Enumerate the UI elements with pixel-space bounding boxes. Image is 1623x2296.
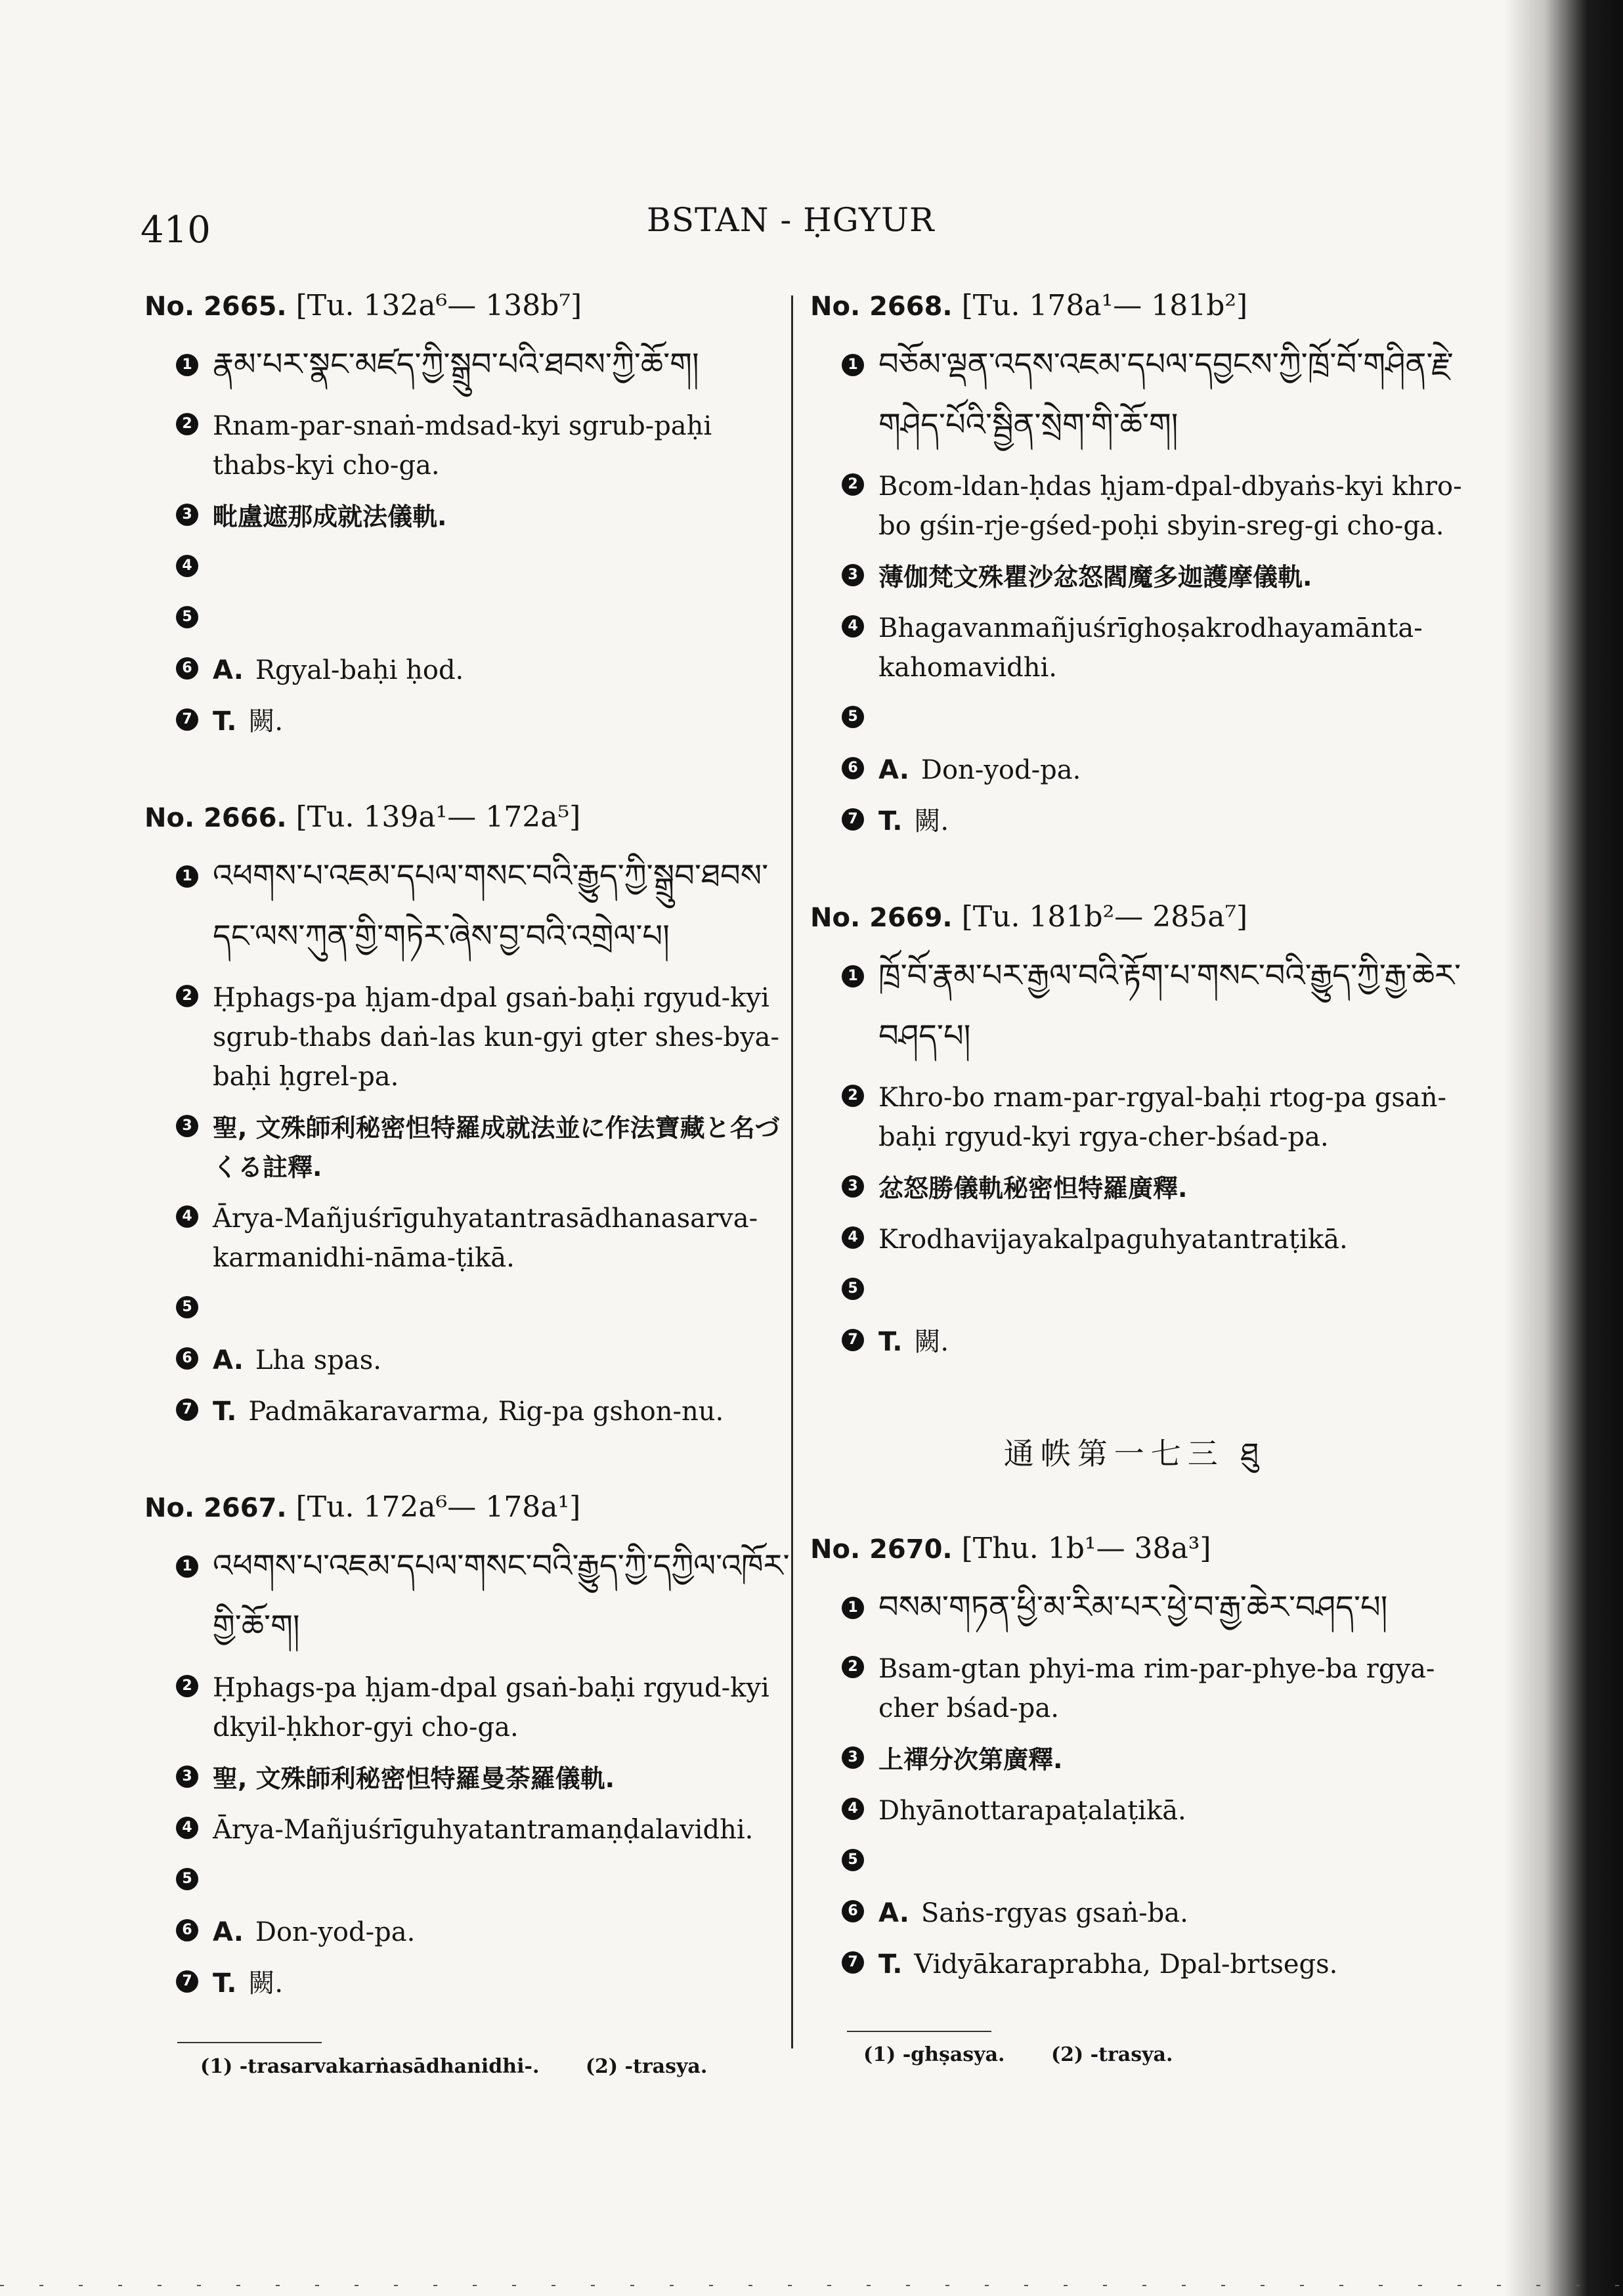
field-tag: T. — [878, 1949, 903, 1980]
footnote: (2) -trasya. — [1050, 2043, 1173, 2066]
folio-range: [Tu. 132a⁶— 138b⁷] — [295, 289, 582, 322]
field-tag: A. — [213, 1345, 244, 1375]
field-number-badge: 5 — [176, 606, 198, 628]
field-number-badge: 7 — [176, 1398, 198, 1421]
entry-field — [141, 702, 797, 741]
field-text: 聖, 文殊師利秘密怛特羅曼荼羅儀軌. — [213, 1764, 615, 1793]
field-tag: T. — [213, 706, 237, 737]
field-tag: T. — [213, 1397, 237, 1427]
field-number-badge: 6 — [842, 1900, 864, 1922]
entry-field — [141, 1861, 797, 1901]
field-text: བསམ་གཏན་ཕྱི་མ་རིམ་པར་ཕྱེ་བ་རྒྱ་ཆེར་བཤད་པ། — [878, 1589, 1388, 1626]
field-number-badge: 2 — [176, 1675, 198, 1697]
entry-field — [141, 1668, 797, 1747]
entry-field — [806, 1322, 1463, 1362]
footnote-rule-left — [177, 2042, 322, 2043]
field-text: 忿怒勝儀軌秘密怛特羅廣釋. — [878, 1174, 1188, 1203]
field-number-badge: 1 — [176, 1555, 198, 1578]
entry-heading — [144, 289, 797, 322]
entry-field — [141, 1199, 797, 1278]
footnote-rule-right — [847, 2031, 991, 2032]
footnote: (1) -trasarvakarṅasādhanidhi-. — [200, 2055, 540, 2078]
entry-field — [806, 1791, 1463, 1830]
field-text: Bsam-gtan phyi-ma rim-par-phye-ba rgya-cher bśad-pa. — [878, 1654, 1435, 1723]
footnote: (2) -trasya. — [585, 2055, 708, 2078]
field-number-badge: 3 — [176, 504, 198, 526]
entry-number: No. 2667. — [144, 1493, 287, 1523]
field-text: 薄伽梵文殊瞿沙忿怒閻魔多迦護摩儀軌. — [878, 563, 1312, 592]
field-number-badge: 4 — [842, 615, 864, 638]
entry-field — [806, 945, 1463, 1066]
field-number-badge: 7 — [176, 708, 198, 731]
entry-field — [806, 1649, 1463, 1728]
field-number-badge: 6 — [176, 657, 198, 680]
entry-field — [141, 334, 797, 395]
field-number-badge: 3 — [842, 564, 864, 586]
entry-field — [141, 406, 797, 485]
field-text: Dhyānottarapaṭalaṭikā. — [878, 1796, 1186, 1826]
field-text: Rnam-par-snaṅ-mdsad-kyi sgrub-paḥi thabs-kyi cho-ga. — [213, 411, 712, 481]
catalog-entry — [806, 289, 1463, 841]
entry-field — [806, 750, 1463, 790]
field-text: Rgyal-baḥi ḥod. — [255, 655, 464, 685]
field-text: 聖, 文殊師利秘密怛特羅成就法並に作法寶藏と名づくる註釋. — [213, 1114, 780, 1182]
field-number-badge: 2 — [176, 413, 198, 435]
entry-heading — [810, 289, 1463, 322]
field-text: Ārya-Mañjuśrīguhyatantrasādhanasarva-karmanidhi-nāma-ṭikā. — [213, 1203, 758, 1273]
entry-field — [141, 497, 797, 536]
field-number-badge: 1 — [842, 354, 864, 376]
field-tag: A. — [213, 1917, 244, 1947]
field-text: Don-yod-pa. — [255, 1917, 416, 1947]
field-text: 闕. — [914, 1327, 949, 1357]
entry-field — [141, 1341, 797, 1380]
catalog-entry — [141, 800, 797, 1431]
field-number-badge: 6 — [176, 1347, 198, 1370]
entry-number: No. 2669. — [810, 903, 953, 933]
field-tag: A. — [878, 755, 909, 785]
entry-heading — [144, 1490, 797, 1524]
entry-heading — [810, 900, 1463, 934]
field-tag: T. — [878, 806, 903, 836]
field-number-badge: 3 — [842, 1746, 864, 1769]
field-text: Krodhavijayakalpaguhyatantraṭikā. — [878, 1224, 1348, 1255]
entry-field — [141, 1913, 797, 1952]
field-number-badge: 5 — [842, 706, 864, 728]
entry-field — [806, 1169, 1463, 1208]
catalog-entry — [806, 1421, 1463, 1984]
field-text: Saṅs-rgyas gsaṅ-ba. — [920, 1898, 1188, 1928]
entry-heading — [810, 1532, 1463, 1565]
field-number-badge: 4 — [176, 1205, 198, 1228]
entry-field — [141, 1964, 797, 2003]
entry-field — [806, 467, 1463, 546]
field-number-badge: 2 — [842, 1085, 864, 1107]
field-number-badge: 5 — [842, 1278, 864, 1300]
entry-field — [141, 846, 797, 966]
folio-range: [Tu. 181b²— 285a⁷] — [961, 900, 1248, 934]
field-number-badge: 1 — [176, 865, 198, 888]
entry-field — [141, 1759, 797, 1798]
entry-field — [141, 651, 797, 690]
field-number-badge: 4 — [176, 1817, 198, 1839]
folio-range: [Tu. 178a¹— 181b²] — [961, 289, 1248, 322]
field-number-badge: 3 — [176, 1765, 198, 1788]
field-number-badge: 7 — [842, 1951, 864, 1974]
field-number-badge: 2 — [176, 985, 198, 1007]
entry-field — [806, 699, 1463, 739]
entry-field — [806, 1894, 1463, 1933]
field-number-badge: 7 — [176, 1970, 198, 1993]
field-number-badge: 7 — [842, 1329, 864, 1351]
entry-field — [806, 609, 1463, 687]
field-text: Ḥphags-pa ḥjam-dpal gsaṅ-baḥi rgyud-kyi sgrub-thabs daṅ-las kun-gyi gter shes-bya-baḥi ḥgrel-pa. — [213, 983, 780, 1092]
entry-field — [141, 599, 797, 639]
field-number-badge: 1 — [842, 965, 864, 987]
folio-range: [Tu. 139a¹— 172a⁵] — [295, 800, 581, 834]
page-number: 410 — [141, 209, 211, 251]
field-number-badge: 5 — [176, 1296, 198, 1318]
entry-field — [141, 1536, 797, 1657]
folio-range: [Thu. 1b¹— 38a³] — [961, 1532, 1211, 1565]
entry-field — [141, 978, 797, 1096]
field-tag: A. — [878, 1898, 909, 1928]
entry-number: No. 2668. — [810, 292, 953, 322]
field-number-badge: 2 — [842, 1656, 864, 1678]
field-text: 闕. — [248, 1968, 284, 1999]
entry-field — [806, 1945, 1463, 1984]
entry-heading — [144, 800, 797, 834]
field-text: Padmākaravarma, Rig-pa gshon-nu. — [248, 1397, 724, 1427]
entry-field — [806, 1842, 1463, 1882]
entry-field — [806, 1740, 1463, 1779]
entry-field — [141, 1289, 797, 1329]
field-number-badge: 7 — [842, 808, 864, 831]
folio-range: [Tu. 172a⁶— 178a¹] — [295, 1490, 581, 1524]
entry-field — [806, 334, 1463, 455]
entry-number: No. 2670. — [810, 1534, 953, 1565]
footnote: (1) -ghṣasya. — [863, 2043, 1005, 2066]
field-text: Don-yod-pa. — [920, 755, 1081, 785]
catalog-entry — [806, 900, 1463, 1362]
field-number-badge: 1 — [176, 354, 198, 376]
field-number-badge: 4 — [842, 1798, 864, 1820]
entry-field — [141, 548, 797, 588]
entry-field — [806, 557, 1463, 597]
field-number-badge: 1 — [842, 1597, 864, 1619]
field-number-badge: 5 — [176, 1868, 198, 1890]
field-text: Vidyākaraprabha, Dpal-brtsegs. — [914, 1949, 1338, 1980]
entry-field — [141, 1108, 797, 1187]
entry-number: No. 2665. — [144, 292, 287, 322]
field-text: 上禪分次第廣釋. — [878, 1745, 1063, 1774]
field-text: Ārya-Mañjuśrīguhyatantramaṇḍalavidhi. — [213, 1815, 754, 1845]
field-number-badge: 2 — [842, 473, 864, 496]
entry-field — [806, 1078, 1463, 1157]
field-tag: T. — [878, 1327, 903, 1357]
field-number-badge: 3 — [842, 1175, 864, 1198]
catalog-entry — [141, 1490, 797, 2003]
field-number-badge: 6 — [176, 1919, 198, 1941]
right-column — [806, 289, 1463, 2043]
field-tag: T. — [213, 1968, 237, 1999]
field-text: བཅོམ་ལྡན་འདས་འཇམ་དཔལ་དབྱངས་ཀྱི་ཁྲོ་བོ་གཤིན་རྗེ་གཤེད་པོའི་སྦྱིན་སྲེག་གི་ཆོ་ག། — [878, 346, 1454, 443]
footnotes-right — [863, 2043, 1212, 2066]
field-text: 闕. — [914, 806, 949, 836]
field-text: Bcom-ldan-ḥdas ḥjam-dpal-dbyaṅs-kyi khro-bo gśin-rje-gśed-poḥi sbyin-sreg-gi cho-ga. — [878, 471, 1462, 541]
field-text: Khro-bo rnam-par-rgyal-baḥi rtog-pa gsaṅ-baḥi rgyud-kyi rgya-cher-bśad-pa. — [878, 1083, 1447, 1152]
field-text: Lha spas. — [255, 1345, 382, 1375]
field-number-badge: 6 — [842, 757, 864, 779]
field-tag: A. — [213, 655, 244, 685]
volume-note: 通帙第一七三 ཐུ — [1003, 1436, 1266, 1471]
field-text: 闕. — [248, 706, 284, 737]
left-column — [141, 289, 797, 2062]
field-number-badge: 4 — [842, 1226, 864, 1249]
catalog-entry — [141, 289, 797, 741]
running-head: BSTAN - ḤGYUR — [647, 201, 935, 239]
field-text: Bhagavanmañjuśrīghoṣakrodhayamānta-kahomavidhi. — [878, 613, 1423, 683]
field-number-badge: 5 — [842, 1849, 864, 1871]
scan-edge-shadow — [1504, 0, 1623, 2296]
field-text: 毗盧遮那成就法儀軌. — [213, 502, 447, 531]
scan-bottom-speckle — [0, 2285, 1623, 2286]
footnotes-left — [200, 2055, 747, 2078]
field-text: Ḥphags-pa ḥjam-dpal gsaṅ-baḥi rgyud-kyi dkyil-ḥkhor-gyi cho-ga. — [213, 1673, 769, 1743]
entry-number: No. 2666. — [144, 803, 287, 833]
field-text: འཕགས་པ་འཇམ་དཔལ་གསང་བའི་རྒྱུད་ཀྱི་སྒྲུབ་ཐབས་དང་ལས་ཀུན་གྱི་གཏེར་ཞེས་བྱ་བའི་འགྲེལ་པ། — [213, 857, 769, 955]
field-number-badge: 3 — [176, 1115, 198, 1137]
field-number-badge: 4 — [176, 555, 198, 577]
entry-field — [806, 1271, 1463, 1310]
entry-field — [141, 1392, 797, 1431]
field-text: ཁྲོ་བོ་རྣམ་པར་རྒྱལ་བའི་རྟོག་པ་གསང་བའི་རྒྱུད་ཀྱི་རྒྱ་ཆེར་བཤད་པ། — [878, 957, 1461, 1054]
entry-field — [806, 1220, 1463, 1259]
field-text: རྣམ་པར་སྣང་མཛད་ཀྱི་སྒྲུབ་པའི་ཐབས་ཀྱི་ཆོ་ག། — [213, 346, 699, 383]
entry-field — [806, 1577, 1463, 1637]
entry-field — [141, 1810, 797, 1850]
field-text: འཕགས་པ་འཇམ་དཔལ་གསང་བའི་རྒྱུད་ཀྱི་དཀྱིལ་འཁོར་གྱི་ཆོ་ག། — [213, 1548, 790, 1645]
entry-field — [806, 802, 1463, 841]
